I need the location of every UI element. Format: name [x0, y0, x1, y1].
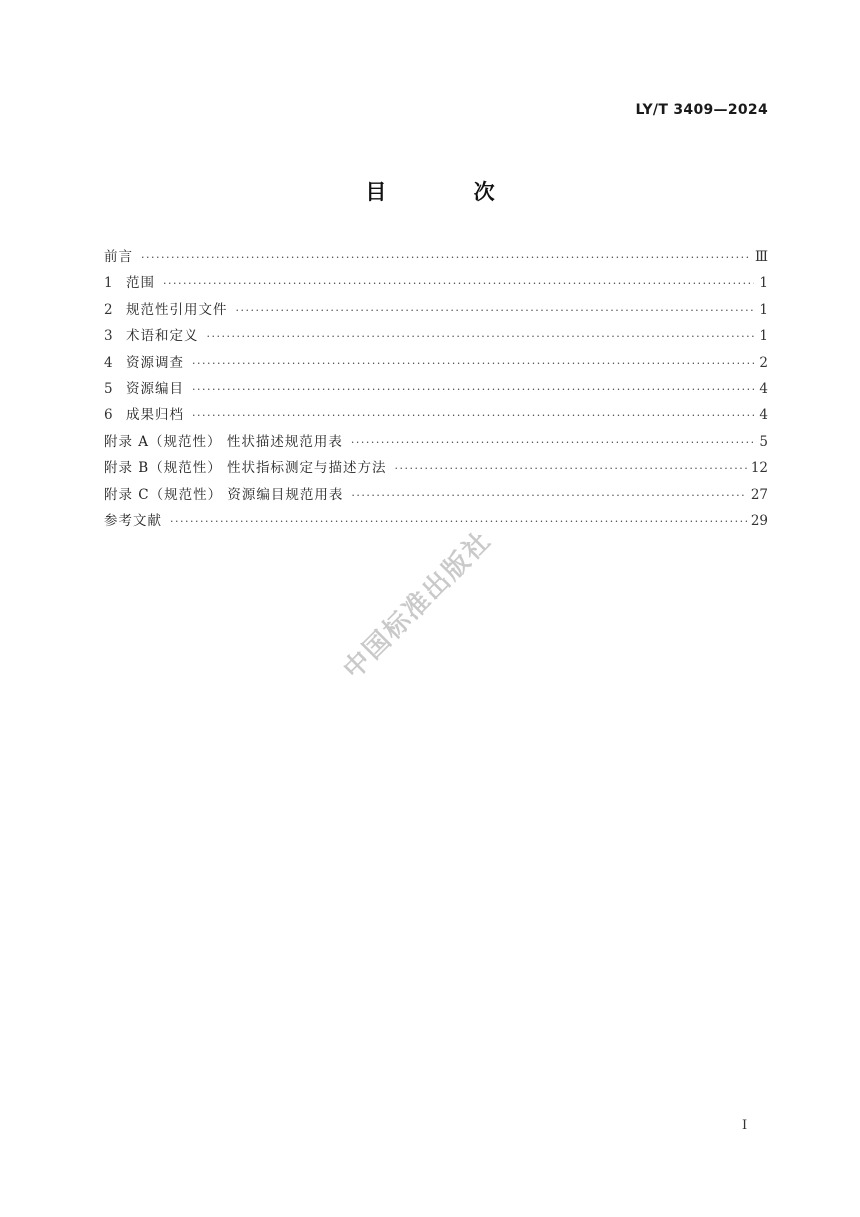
toc-list: [104, 244, 768, 534]
toc-entry-label: 附录 B（规范性） 性状指标测定与描述方法: [104, 460, 387, 477]
toc-entry-scope[interactable]: [104, 270, 768, 296]
toc-entry-number: 2: [104, 301, 113, 318]
toc-entry-page: 27: [750, 486, 768, 503]
toc-entry-page: Ⅲ: [754, 249, 768, 265]
toc-entry-label: 成果归档: [126, 407, 184, 424]
toc-leader-dots: [192, 377, 754, 403]
toc-title: 目 次: [365, 180, 535, 204]
toc-leader-dots: [192, 403, 754, 429]
toc-entry-label: 规范性引用文件: [126, 301, 228, 318]
toc-entry-number: 1: [104, 275, 113, 292]
toc-entry-page: 4: [759, 380, 768, 397]
toc-entry-page: 12: [750, 460, 768, 477]
page-number: I: [742, 1118, 748, 1133]
toc-entry-resource-cataloguing[interactable]: [104, 376, 768, 402]
toc-entry-label: 术语和定义: [126, 328, 199, 345]
toc-entry-label: 资源编目: [126, 380, 184, 397]
toc-entry-page: 2: [759, 354, 768, 371]
toc-entry-normative-references[interactable]: [104, 297, 768, 323]
toc-entry-annex-c[interactable]: [104, 482, 768, 508]
toc-entry-label: 前言: [104, 249, 133, 265]
toc-entry-page: 5: [759, 433, 768, 450]
toc-entry-number: 4: [104, 354, 113, 371]
toc-entry-page: 1: [759, 328, 768, 345]
toc-leader-dots: [170, 509, 747, 535]
toc-entry-annex-a[interactable]: [104, 429, 768, 455]
toc-entry-bibliography[interactable]: [104, 508, 768, 534]
toc-entry-page: 29: [750, 512, 768, 529]
toc-entry-page: 1: [759, 275, 768, 292]
toc-entry-label: 资源调查: [126, 354, 184, 371]
toc-leader-dots: [163, 271, 754, 297]
toc-entry-number: 6: [104, 407, 113, 424]
toc-leader-dots: [207, 324, 755, 350]
toc-entry-foreword[interactable]: [104, 244, 768, 270]
toc-entry-label: 附录 C（规范性） 资源编目规范用表: [104, 486, 344, 503]
toc-entry-page: 1: [759, 301, 768, 318]
toc-entry-terms-definitions[interactable]: [104, 323, 768, 349]
publisher-watermark: 中国标准出版社: [337, 525, 498, 686]
toc-entry-results-archiving[interactable]: [104, 402, 768, 428]
toc-entry-page: 4: [759, 407, 768, 424]
toc-leader-dots: [192, 351, 754, 377]
toc-entry-resource-survey[interactable]: [104, 350, 768, 376]
toc-leader-dots: [395, 456, 747, 482]
toc-leader-dots: [141, 245, 751, 271]
toc-entry-number: 5: [104, 380, 113, 397]
toc-leader-dots: [351, 430, 754, 456]
toc-entry-number: 3: [104, 328, 113, 345]
toc-entry-label: 参考文献: [104, 512, 162, 529]
toc-entry-label: 附录 A（规范性） 性状描述规范用表: [104, 433, 343, 450]
standard-number: LY/T 3409—2024: [635, 102, 768, 118]
toc-entry-annex-b[interactable]: [104, 455, 768, 481]
toc-leader-dots: [351, 483, 746, 509]
toc-leader-dots: [236, 298, 755, 324]
toc-entry-label: 范围: [126, 275, 155, 292]
